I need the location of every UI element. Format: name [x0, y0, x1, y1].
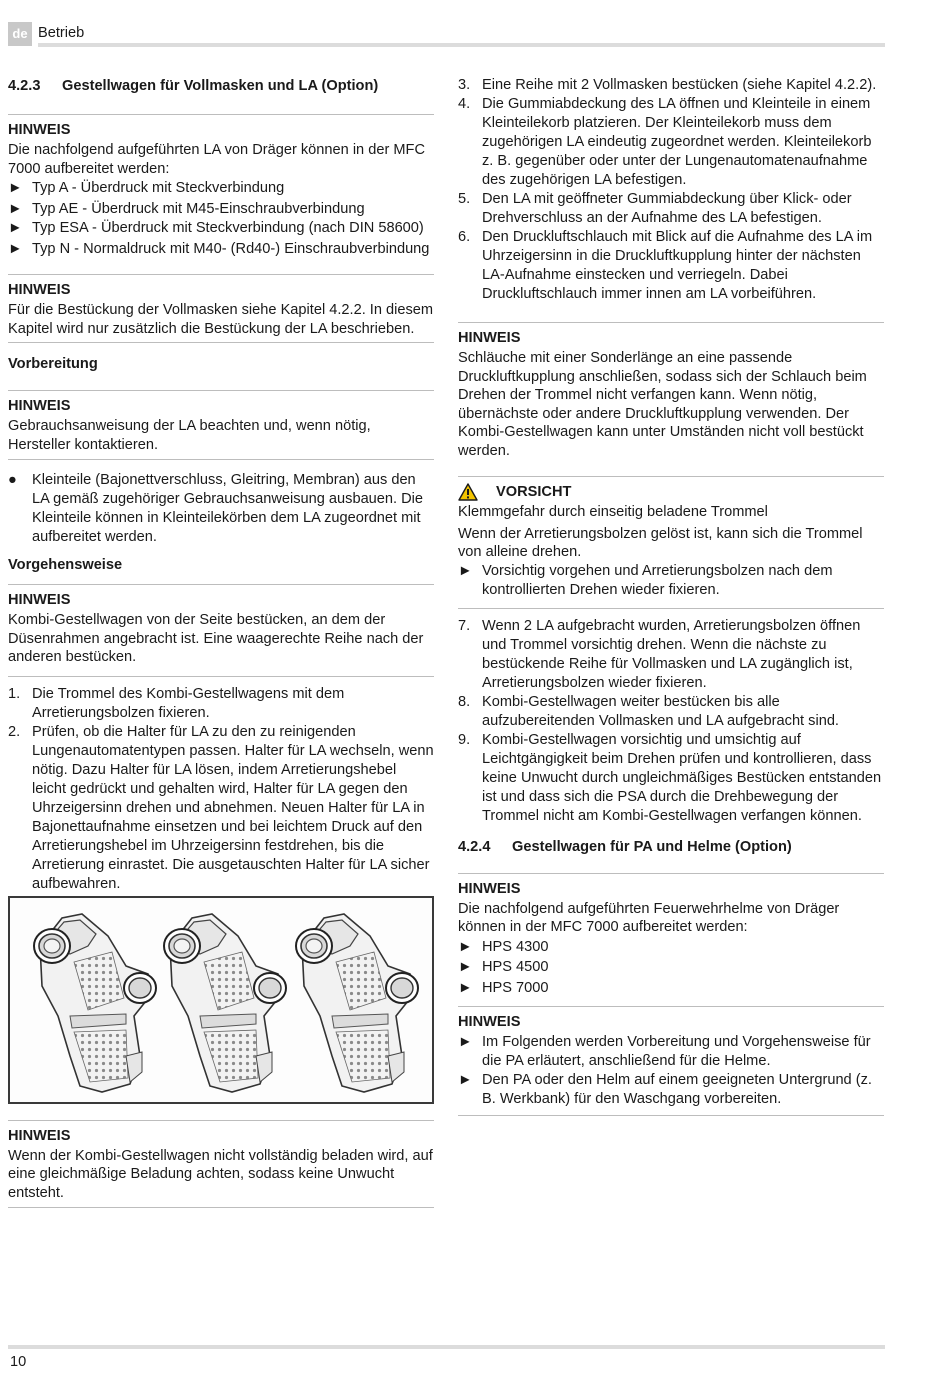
helmet-list — [458, 937, 884, 999]
list-item: ► Typ ESA - Überdruck mit Steckverbindung (nach DIN 58600) — [8, 220, 424, 236]
la-holder-drawing — [10, 898, 432, 1102]
step-number: 2. — [8, 723, 21, 740]
note-label: HINWEIS — [8, 1127, 71, 1144]
list-item: ● Kleinteile (Bajonettverschluss, Gleitring, Membran) aus den LA gemäß zugehöriger Gebrauchsanweisung ausbauen. Die Kleinteile können in Kleinteilekörben dem LA zugeordnet mit aufbereitet werden. — [8, 472, 424, 545]
note-instructions — [8, 391, 434, 454]
la-holder-illustration — [8, 896, 434, 1104]
step-number: 5. — [458, 191, 471, 207]
subheading-procedure: Vorgehensweise — [8, 557, 123, 573]
arrow-icon: ► — [8, 220, 23, 236]
note-text: Schläuche mit einer Sonderlänge an eine passende Druckluftkupplung anschließen, sodass sich der Schlauch beim Drehen der Trommel nicht verfangen kann. Wenn nötig, übernächste oder andere Druckluftkupplung verwenden. Der Kombi-Gestellwagen kann unter Umständen nicht voll bestückt werden. — [458, 350, 867, 459]
note-text: Für die Bestückung der Vollmasken siehe Kapitel 4.2.2. In diesem Kapitel wird nur zusätzlich die Bestückung der LA beschrieben. — [8, 302, 434, 337]
step-item: 6. Den Druckluftschlauch mit Blick auf die Aufnahme des LA im Uhrzeigersinn in die Druckluftkupplung hinter der nächsten LA-Aufnahme einstecken und verriegeln. Dabei Druckluftschlauch immer innen am LA vorbeiführen. — [458, 229, 873, 302]
arrow-icon: ► — [458, 979, 473, 996]
list-item: ► Den PA oder den Helm auf einem geeigneten Untergrund (z. B. Werkbank) für den Waschgang vorbereiten. — [458, 1072, 872, 1107]
step-item: 8. Kombi-Gestellwagen weiter bestücken bis alle aufzubereitenden Vollmasken und LA aufgebracht sind. — [458, 693, 839, 729]
heading-title: Gestellwagen für PA und Helme (Option) — [512, 838, 792, 855]
divider — [8, 459, 434, 460]
step-number: 6. — [458, 229, 471, 245]
la-type-list — [8, 178, 434, 258]
page-footer — [8, 1345, 885, 1370]
caution-box — [458, 477, 884, 600]
language-badge: de — [8, 22, 32, 46]
list-item: ► HPS 4300 — [458, 937, 884, 958]
note-text: Kombi-Gestellwagen von der Seite bestücken, an dem der Düsenrahmen angebracht ist. Eine waagerechte Reihe nach der anderen bestücken. — [8, 612, 424, 665]
note-label: HINWEIS — [458, 1014, 521, 1030]
arrow-icon: ► — [458, 938, 473, 955]
arrow-icon: ► — [8, 180, 23, 196]
note-label: HINWEIS — [8, 282, 71, 298]
list-item: ► Im Folgenden werden Vorbereitung und Vorgehensweise für die PA erläutert, anschließend für die Helme. — [458, 1034, 871, 1069]
warning-triangle-icon — [458, 483, 478, 501]
step-number: 4. — [458, 96, 471, 112]
section-name: Betrieb — [38, 25, 85, 41]
step-item: 9. Kombi-Gestellwagen vorsichtig und umsichtig auf Leichtgängigkeit beim Drehen prüfen und kontrollieren, dass keine Unwucht durch ungleichmäßiges Bestücken entstanden ist und dass sich die PSA durch die Drehbewegung der Trommel nicht am Kombi-Gestellwagen verfangen können. — [458, 731, 882, 824]
list-item: ► Typ AE - Überdruck mit M45-Einschraubverbindung — [8, 199, 434, 220]
arrow-icon: ► — [458, 1072, 473, 1088]
procedure-steps-2 — [458, 76, 884, 304]
caution-text: Wenn der Arretierungsbolzen gelöst ist, kann sich die Trommel von alleine drehen. — [458, 525, 863, 560]
right-column — [458, 76, 884, 1116]
list-item: ► HPS 7000 — [458, 978, 884, 999]
heading-number: 4.2.3 — [8, 78, 41, 94]
arrow-icon: ► — [8, 240, 23, 257]
divider — [8, 342, 434, 343]
caution-label: VORSICHT — [496, 484, 572, 500]
arrow-icon: ► — [8, 200, 23, 217]
step-item: 1. Die Trommel des Kombi-Gestellwagens mit dem Arretierungsbolzen fixieren. — [8, 685, 345, 721]
page-header — [8, 20, 885, 48]
note-label: HINWEIS — [8, 398, 71, 414]
arrow-icon: ► — [458, 562, 473, 579]
note-text: Die nachfolgend aufgeführten Feuerwehrhelme von Dräger können in der MFC 7000 aufbereitet werden: — [458, 900, 840, 935]
step-item: 4. Die Gummiabdeckung des LA öffnen und Kleinteile in einem Kleinteilekorb platzieren. Der Kleinteilekorb muss dem zugehörigen LA eindeutig zugeordnet werden. Kleinteilekorb z. B. gegenüber oder unter der Lungenautomatenaufnahme des zugehörigen LA befestigen. — [458, 96, 872, 188]
caution-list — [458, 562, 884, 600]
step-number: 3. — [458, 77, 471, 93]
list-item: ► HPS 4500 — [458, 957, 884, 978]
list-item: ► Vorsichtig vorgehen und Arretierungsbolzen nach dem kontrollierten Drehen wieder fixieren. — [458, 562, 833, 598]
divider — [8, 676, 434, 677]
preparation-list — [8, 471, 434, 547]
divider — [8, 1207, 434, 1208]
note-fullmask-reference — [8, 275, 434, 338]
note-pa-preparation — [458, 1007, 884, 1109]
divider — [458, 1115, 884, 1116]
subheading-preparation: Vorbereitung — [8, 356, 98, 372]
divider — [458, 608, 884, 609]
heading-title: Gestellwagen für Vollmasken und LA (Option) — [62, 78, 379, 94]
section-heading-4-2-4 — [458, 837, 884, 857]
header-rule — [38, 43, 885, 47]
caution-hazard: Klemmgefahr durch einseitig beladene Trommel — [458, 504, 768, 520]
arrow-icon: ► — [458, 1034, 473, 1050]
note-label: HINWEIS — [8, 592, 71, 608]
caution-heading — [458, 482, 884, 502]
la-holder-type-2 — [164, 914, 286, 1092]
step-item: 7. Wenn 2 LA aufgebracht wurden, Arretierungsbolzen öffnen und Trommel vorsichtig drehen. Wenn die nächste zu bestückende Reihe für Vollmasken und LA zugänglich ist, Arretierungsbolzen wieder fixieren. — [458, 617, 861, 691]
note-text: Gebrauchsanweisung der LA beachten und, wenn nötig, Hersteller kontaktieren. — [8, 418, 371, 453]
step-number: 9. — [458, 731, 471, 748]
section-heading-4-2-3 — [8, 76, 434, 96]
step-number: 7. — [458, 617, 471, 634]
note-loading-side — [8, 585, 434, 667]
procedure-steps-3 — [458, 617, 884, 826]
heading-number: 4.2.4 — [458, 838, 491, 855]
step-item: 5. Den LA mit geöffneter Gummiabdeckung über Klick- oder Drehverschluss an der Aufnahme des LA befestigen. — [458, 191, 852, 226]
note-balanced-loading — [8, 1121, 434, 1203]
left-column — [8, 76, 434, 1208]
la-holder-type-3 — [296, 914, 418, 1092]
note-label: HINWEIS — [458, 880, 521, 897]
step-item: 3. Eine Reihe mit 2 Vollmasken bestücken (siehe Kapitel 4.2.2). — [458, 77, 877, 93]
pa-list — [458, 1033, 884, 1109]
procedure-steps-1 — [8, 685, 434, 894]
arrow-icon: ► — [458, 959, 473, 975]
note-label: HINWEIS — [458, 330, 521, 346]
note-supported-la — [8, 115, 434, 258]
step-item: 2. Prüfen, ob die Halter für LA zu den zu reinigenden Lungenautomatentypen passen. Halter für LA wechseln, wenn nötig. Dazu Halter für LA lösen, indem Arretierungshebel leicht gedrückt und gehalten wird, Halter für LA gegen den Uhrzeigersinn drehen und abnehmen. Neuen Halter für LA in Bajonettaufnahme einsetzen und bei leichtem Druck auf den Arretierungshebel im Uhrzeigersinn festdrehen, bis die Arretierung einrastet. Die ausgetauschten Halter für LA sicher aufbewahren. — [8, 723, 434, 892]
step-number: 1. — [8, 685, 21, 702]
bullet-icon: ● — [8, 472, 17, 488]
note-helmets — [458, 874, 884, 999]
note-text: Wenn der Kombi-Gestellwagen nicht vollständig beladen wird, auf eine gleichmäßige Beladung achten, sodass keine Unwucht entsteht. — [8, 1147, 433, 1201]
footer-rule — [8, 1345, 885, 1349]
step-number: 8. — [458, 693, 471, 710]
la-holder-type-1 — [34, 914, 156, 1092]
page-number: 10 — [10, 1354, 27, 1370]
note-text: Die nachfolgend aufgeführten LA von Dräger können in der MFC 7000 aufbereitet werden: — [8, 142, 425, 177]
list-item: ► Typ N - Normaldruck mit M40- (Rd40-) Einschraubverbindung — [8, 240, 430, 257]
note-label: HINWEIS — [8, 122, 71, 138]
list-item: ► Typ A - Überdruck mit Steckverbindung — [8, 178, 434, 199]
note-special-hoses — [458, 323, 884, 460]
